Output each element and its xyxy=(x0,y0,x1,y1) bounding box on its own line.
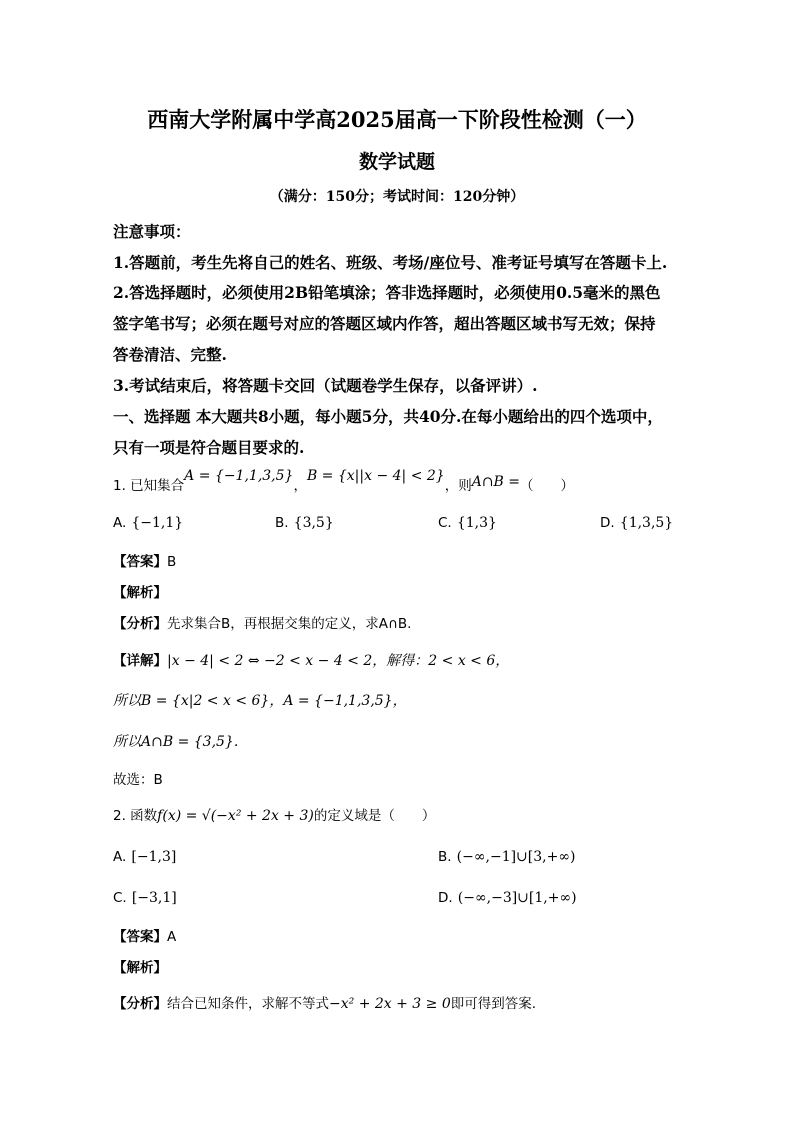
page-subtitle: 数学试题 xyxy=(358,151,435,173)
q1-stem-prefix: 1. 已知集合 xyxy=(113,478,185,494)
note-2-line-2: 签字笔书写；必须在题号对应的答题区域内作答，超出答题区域书写无效；保持 xyxy=(113,314,656,333)
q1-stem xyxy=(113,468,575,494)
q2-option-d-label: D. xyxy=(438,890,453,906)
q2-option-b-value: (−∞,−1]∪[3,+∞) xyxy=(456,849,576,865)
q1-analysis-tag xyxy=(113,581,167,601)
q2-answer-tag: 【答案】 xyxy=(113,929,167,945)
q2-stem-prefix: 2. 函数 xyxy=(113,808,158,824)
q1-answer-tag: 【答案】 xyxy=(113,554,167,570)
q2-analysis-tag-text: 【解析】 xyxy=(113,960,167,976)
q1-option-d-label: D. xyxy=(600,515,615,531)
q1-work-line-3-text: 所以A∩B = {3,5}. xyxy=(113,734,239,750)
q2-option-a-label: A. xyxy=(113,849,127,865)
q1-fenxi-text: 先求集合B，再根据交集的定义，求A∩B. xyxy=(167,616,412,632)
q2-option-c xyxy=(113,887,177,906)
q1-option-d xyxy=(600,512,673,531)
q1-option-d-value: {1,3,5} xyxy=(619,515,674,531)
q1-work-line-2 xyxy=(113,690,407,710)
section-heading-line-1: 一、选择题 本大题共8小题，每小题5分，共40分.在每小题给出的四个选项中， xyxy=(113,407,663,426)
q1-analysis-tag-text: 【解析】 xyxy=(113,585,167,601)
q2-fenxi-tag: 【分析】 xyxy=(113,996,167,1012)
q1-set-b: B = {x||x − 4| < 2} xyxy=(306,468,445,484)
note-1: 1.答题前，考生先将自己的姓名、班级、考场/座位号、准考证号填写在答题卡上. xyxy=(113,253,668,272)
q1-option-c-label: C. xyxy=(438,515,452,531)
q2-option-d-value: (−∞,−3]∪[1,+∞) xyxy=(457,890,577,906)
q1-xiangjie-text: |x − 4| < 2 ⇔ −2 < x − 4 < 2，解得：2 < x < 6， xyxy=(167,653,510,669)
q2-fenxi-text-b: 即可得到答案. xyxy=(450,996,537,1012)
note-2-line-3: 答卷清洁、完整. xyxy=(113,345,227,364)
q2-option-d xyxy=(438,887,577,906)
q1-option-a-value: {−1,1} xyxy=(131,515,184,531)
q1-expression: A∩B = xyxy=(471,474,521,490)
q1-option-c-value: {1,3} xyxy=(456,515,497,531)
q2-option-b-label: B. xyxy=(438,849,452,865)
q2-stem-suffix: 的定义域是（ ） xyxy=(313,808,436,824)
notes-heading: 注意事项： xyxy=(113,222,191,241)
q1-option-c xyxy=(438,512,497,531)
q2-fenxi-expression: −x² + 2x + 3 ≥ 0 xyxy=(329,996,451,1012)
q1-fenxi-tag: 【分析】 xyxy=(113,616,167,632)
q1-option-b-label: B. xyxy=(275,515,289,531)
q1-work-line-2-text: 所以B = {x|2 < x < 6}，A = {−1,1,3,5}， xyxy=(113,693,407,709)
q1-set-a: A = {−1,1,3,5} xyxy=(184,468,294,484)
exam-meta: （满分：150分；考试时间：120分钟） xyxy=(269,189,525,205)
q2-option-c-label: C. xyxy=(113,890,127,906)
note-3: 3.考试结束后，将答题卡交回（试题卷学生保存，以备评讲）. xyxy=(113,376,538,395)
q1-work-line-3 xyxy=(113,731,238,751)
q2-fenxi-text-a: 结合已知条件，求解不等式 xyxy=(167,996,329,1012)
page-title: 西南大学附属中学高2025届高一下阶段性检测（一） xyxy=(147,107,647,132)
q1-stem-suffix: ，则 xyxy=(444,478,472,494)
q1-answer-value: B xyxy=(167,554,177,570)
q2-analysis-tag xyxy=(113,956,167,976)
q1-fenxi xyxy=(113,612,411,632)
q1-xiangjie xyxy=(113,649,509,670)
q2-answer xyxy=(113,925,176,945)
section-heading-line-2: 只有一项是符合题目要求的. xyxy=(113,438,305,457)
q1-choose: 故选：B xyxy=(113,772,163,788)
q1-paren: （ ） xyxy=(520,478,575,494)
q2-option-a-value: [−1,3] xyxy=(131,849,177,865)
q1-comma: ， xyxy=(293,478,307,494)
q1-option-b-value: {3,5} xyxy=(293,515,334,531)
q2-answer-value: A xyxy=(167,929,177,945)
q1-option-a-label: A. xyxy=(113,515,127,531)
q2-option-a xyxy=(113,846,176,865)
q2-option-c-value: [−3,1] xyxy=(131,890,177,906)
q1-answer xyxy=(113,550,176,570)
q2-stem xyxy=(113,804,435,824)
note-2-line-1: 2.答选择题时，必须使用2B铅笔填涂；答非选择题时，必须使用0.5毫米的黑色 xyxy=(113,283,661,302)
q1-xiangjie-tag: 【详解】 xyxy=(113,653,167,669)
q2-option-b xyxy=(438,846,575,865)
q2-function: f(x) = √(−x² + 2x + 3) xyxy=(157,808,314,824)
q2-fenxi xyxy=(113,992,536,1012)
q1-option-b xyxy=(275,512,334,531)
q1-option-a xyxy=(113,512,183,531)
